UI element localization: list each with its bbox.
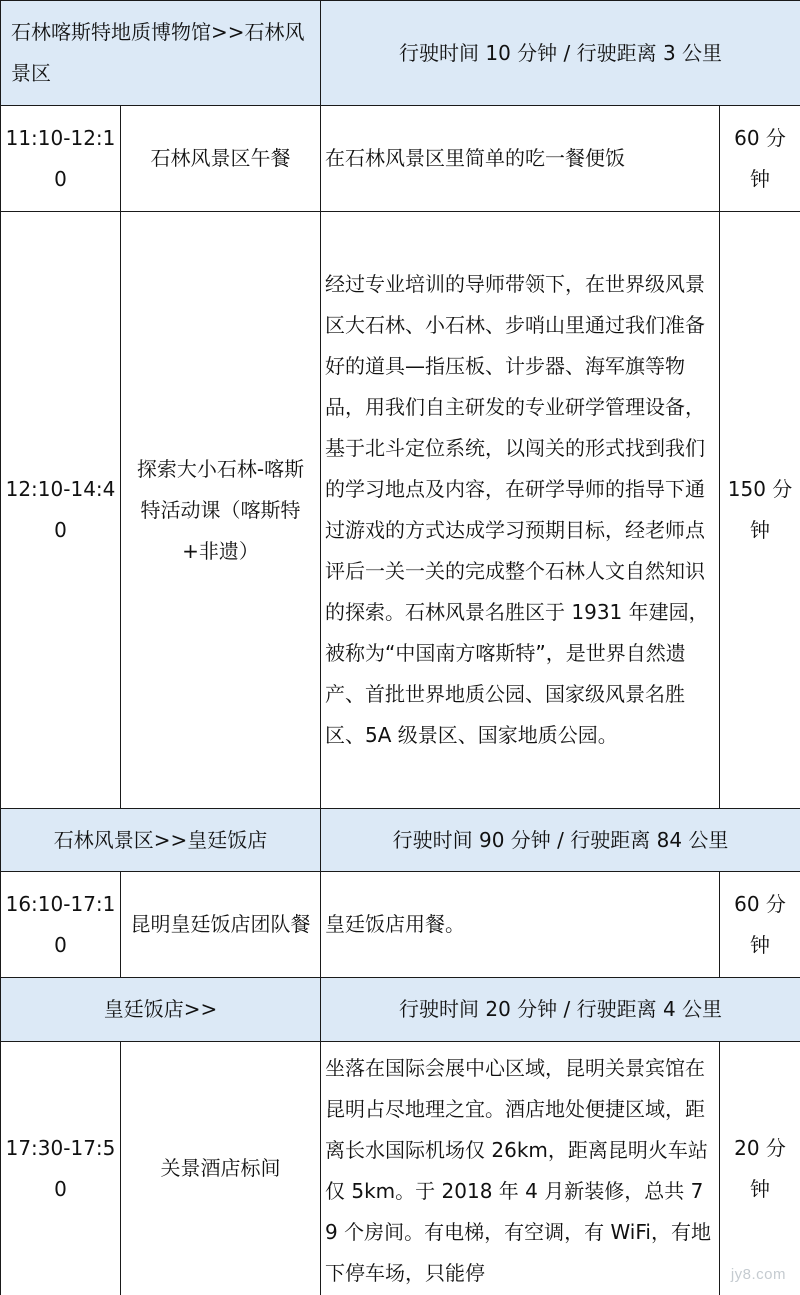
route-from-to: 石林风景区>>皇廷饭店 [1, 809, 321, 872]
activity-duration: 60 分钟 [720, 106, 800, 212]
activity-name: 石林风景区午餐 [121, 106, 321, 212]
activity-duration: 20 分钟 [720, 1042, 800, 1295]
activity-time: 16:10-17:10 [1, 872, 121, 978]
route-drive-info: 行驶时间 90 分钟 / 行驶距离 84 公里 [321, 809, 800, 872]
route-from-to: 皇廷饭店>> [1, 978, 321, 1042]
activity-duration: 60 分钟 [720, 872, 800, 978]
route-from-to: 石林喀斯特地质博物馆>>石林风景区 [1, 1, 321, 106]
activity-description: 坐落在国际会展中心区域，昆明关景宾馆在昆明占尽地理之宜。酒店地处便捷区域，距离长水国际机场仅 26km，距离昆明火车站仅 5km。于 2018 年 4 月新装修，总共 79 个房间。有电梯，有空调，有 WiFi，有地下停车场，只能停 [321, 1042, 720, 1295]
activity-description: 在石林风景区里简单的吃一餐便饭 [321, 106, 720, 212]
activity-description: 经过专业培训的导师带领下，在世界级风景区大石林、小石林、步哨山里通过我们准备好的道具—指压板、计步器、海军旗等物品，用我们自主研发的专业研学管理设备，基于北斗定位系统，以闯关的形式找到我们的学习地点及内容，在研学导师的指导下通过游戏的方式达成学习预期目标，经老师点评后一关一关的完成整个石林人文自然知识的探索。石林风景名胜区于 1931 年建园，被称为“中国南方喀斯特”，是世界自然遗产、首批世界地质公园、国家级风景名胜区、5A 级景区、国家地质公园。 [321, 212, 720, 809]
activity-row [1, 106, 800, 212]
activity-time: 17:30-17:50 [1, 1042, 121, 1295]
route-row [1, 1, 800, 106]
activity-time: 12:10-14:40 [1, 212, 121, 809]
activity-description: 皇廷饭店用餐。 [321, 872, 720, 978]
activity-name: 探索大小石林-喀斯特活动课（喀斯特+非遗） [121, 212, 321, 809]
activity-row [1, 1042, 800, 1295]
route-row [1, 978, 800, 1042]
activity-row [1, 872, 800, 978]
activity-duration: 150 分钟 [720, 212, 800, 809]
activity-name: 昆明皇廷饭店团队餐 [121, 872, 321, 978]
activity-row [1, 212, 800, 809]
route-drive-info: 行驶时间 10 分钟 / 行驶距离 3 公里 [321, 1, 800, 106]
route-row [1, 809, 800, 872]
activity-name: 关景酒店标间 [121, 1042, 321, 1295]
watermark: jy8.com [730, 1266, 786, 1283]
activity-time: 11:10-12:10 [1, 106, 121, 212]
route-drive-info: 行驶时间 20 分钟 / 行驶距离 4 公里 [321, 978, 800, 1042]
